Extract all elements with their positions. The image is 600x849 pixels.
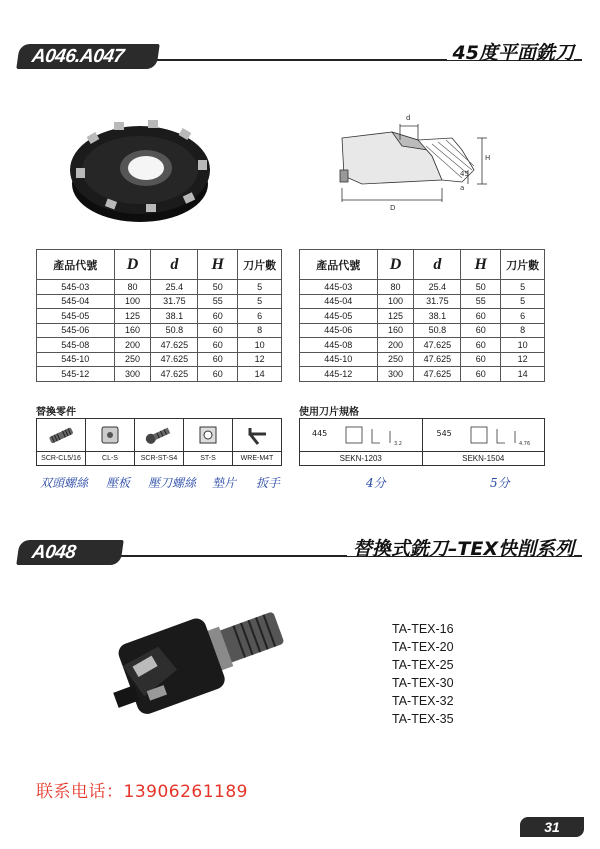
- table-cell: 300: [377, 367, 414, 382]
- replacement-parts-strip: [36, 418, 282, 466]
- col-header-code: 產品代號: [300, 250, 378, 280]
- model-item: TA-TEX-25: [392, 658, 454, 672]
- table-cell: 300: [114, 367, 151, 382]
- insert-sketch-icon: [342, 423, 414, 449]
- section-code-badge: A046.A047: [16, 44, 160, 69]
- table-cell: 200: [114, 338, 151, 353]
- insert-sekn-1203: [300, 419, 423, 465]
- table-cell: 60: [461, 352, 501, 367]
- table-cell: 55: [198, 294, 238, 309]
- dim-label-H: H: [485, 154, 491, 162]
- part-clamp: [86, 419, 135, 465]
- table-cell: 5: [501, 294, 545, 309]
- insert-name: SEKN-1504: [423, 451, 545, 465]
- insert-dim: 3.2: [394, 441, 402, 447]
- table-cell: 12: [238, 352, 282, 367]
- table-cell: 60: [198, 352, 238, 367]
- table-header-row: [300, 250, 545, 280]
- table-cell: 445-08: [300, 338, 378, 353]
- table-cell: 250: [114, 352, 151, 367]
- col-header-d: d: [414, 250, 461, 280]
- table-cell: 47.625: [151, 367, 198, 382]
- table-cell: 100: [114, 294, 151, 309]
- col-header-D: D: [377, 250, 414, 280]
- table-cell: 47.625: [414, 367, 461, 382]
- col-header-code: 產品代號: [37, 250, 115, 280]
- table-row: [300, 367, 545, 382]
- handwritten-note: 5分: [490, 476, 510, 490]
- table-row: [300, 352, 545, 367]
- model-item: TA-TEX-20: [392, 640, 454, 654]
- part-clamp-screw: [135, 419, 184, 465]
- dim-label-d: d: [406, 114, 411, 122]
- table-cell: 50.8: [414, 323, 461, 338]
- clamp-icon: [99, 424, 121, 446]
- table-cell: 545-06: [37, 323, 115, 338]
- table-cell: 80: [377, 280, 414, 295]
- section-header-a046: [18, 40, 582, 70]
- inserts-caption: 使用刀片規格: [299, 407, 359, 418]
- table-cell: 160: [114, 323, 151, 338]
- handwritten-note: 壓板: [106, 476, 131, 490]
- section-title: 替換式銑刀–TEX快削系列: [347, 534, 574, 556]
- table-cell: 545-08: [37, 338, 115, 353]
- col-header-inserts: 刀片數: [501, 250, 545, 280]
- wrench-icon: [244, 424, 270, 446]
- table-row: [37, 338, 282, 353]
- insert-series: 545: [436, 429, 452, 438]
- table-cell: 25.4: [414, 280, 461, 295]
- cross-section-diagram: [322, 110, 500, 214]
- table-cell: 50: [198, 280, 238, 295]
- table-cell: 60: [198, 338, 238, 353]
- table-cell: 100: [377, 294, 414, 309]
- page-number: 31: [520, 817, 584, 837]
- col-header-d: d: [151, 250, 198, 280]
- parts-caption: 替換零件: [36, 407, 76, 418]
- table-cell: 31.75: [414, 294, 461, 309]
- insert-sekn-1504: [423, 419, 545, 465]
- section-header-a048: [18, 536, 582, 566]
- table-row: [37, 294, 282, 309]
- section-title: 45度平面銑刀: [447, 38, 574, 60]
- face-mill-photo: [66, 112, 214, 228]
- table-cell: 80: [114, 280, 151, 295]
- section-code-badge: A048: [16, 540, 124, 565]
- col-header-inserts: 刀片數: [238, 250, 282, 280]
- dim-label-D: D: [390, 204, 396, 212]
- table-cell: 5: [238, 280, 282, 295]
- table-body: [300, 280, 545, 382]
- table-cell: 125: [377, 309, 414, 324]
- table-cell: 6: [238, 309, 282, 324]
- spec-table-545: [36, 249, 282, 382]
- table-cell: 47.625: [151, 338, 198, 353]
- col-header-D: D: [114, 250, 151, 280]
- table-cell: 31.75: [151, 294, 198, 309]
- model-item: TA-TEX-30: [392, 676, 454, 690]
- table-cell: 445-04: [300, 294, 378, 309]
- table-row: [37, 367, 282, 382]
- table-cell: 545-03: [37, 280, 115, 295]
- col-header-H: H: [198, 250, 238, 280]
- table-cell: 545-05: [37, 309, 115, 324]
- table-row: [300, 280, 545, 295]
- table-cell: 60: [198, 367, 238, 382]
- table-cell: 200: [377, 338, 414, 353]
- table-cell: 445-10: [300, 352, 378, 367]
- double-screw-icon: [46, 426, 76, 444]
- table-row: [37, 323, 282, 338]
- table-cell: 50.8: [151, 323, 198, 338]
- clamp-screw-icon: [144, 425, 174, 445]
- table-cell: 445-05: [300, 309, 378, 324]
- table-cell: 50: [461, 280, 501, 295]
- table-body: [37, 280, 282, 382]
- insert-sketch-icon: [467, 423, 539, 449]
- table-cell: 38.1: [151, 309, 198, 324]
- model-item: TA-TEX-35: [392, 712, 454, 726]
- table-cell: 250: [377, 352, 414, 367]
- dim-label-45: 45: [460, 170, 469, 178]
- table-cell: 47.625: [414, 338, 461, 353]
- table-cell: 8: [501, 323, 545, 338]
- insert-spec-strip: [299, 418, 545, 466]
- handwritten-note: 墊片: [212, 476, 237, 490]
- table-cell: 10: [501, 338, 545, 353]
- table-cell: 60: [461, 323, 501, 338]
- handwritten-note: 4分: [366, 476, 386, 490]
- table-row: [37, 352, 282, 367]
- part-shim: [184, 419, 233, 465]
- table-cell: 545-10: [37, 352, 115, 367]
- table-cell: 25.4: [151, 280, 198, 295]
- table-header-row: [37, 250, 282, 280]
- part-double-screw: [37, 419, 86, 465]
- table-cell: 60: [198, 323, 238, 338]
- contact-phone: 联系电话：13906261189: [36, 782, 248, 802]
- model-item: TA-TEX-32: [392, 694, 454, 708]
- spec-table-445: [299, 249, 545, 382]
- table-row: [300, 338, 545, 353]
- table-cell: 38.1: [414, 309, 461, 324]
- table-row: [300, 323, 545, 338]
- table-cell: 6: [501, 309, 545, 324]
- part-label: CL-S: [86, 451, 134, 465]
- table-cell: 60: [461, 367, 501, 382]
- table-cell: 125: [114, 309, 151, 324]
- table-row: [37, 280, 282, 295]
- insert-series: 445: [312, 429, 328, 438]
- table-row: [300, 309, 545, 324]
- table-cell: 8: [238, 323, 282, 338]
- table-row: [300, 294, 545, 309]
- dim-label-a: a: [460, 184, 465, 192]
- model-item: TA-TEX-16: [392, 622, 454, 636]
- table-cell: 47.625: [414, 352, 461, 367]
- table-cell: 445-12: [300, 367, 378, 382]
- table-cell: 545-04: [37, 294, 115, 309]
- handwritten-note: 双頭螺絲: [40, 476, 89, 490]
- handwritten-note: 壓刀螺絲: [148, 476, 197, 490]
- end-mill-photo: [100, 600, 300, 748]
- table-cell: 47.625: [151, 352, 198, 367]
- table-cell: 60: [461, 309, 501, 324]
- table-cell: 5: [501, 280, 545, 295]
- table-cell: 14: [501, 367, 545, 382]
- part-label: WRE-M4T: [233, 451, 281, 465]
- table-cell: 55: [461, 294, 501, 309]
- table-cell: 445-06: [300, 323, 378, 338]
- table-cell: 445-03: [300, 280, 378, 295]
- part-label: SCR-ST-S4: [135, 451, 183, 465]
- table-cell: 10: [238, 338, 282, 353]
- table-cell: 60: [461, 338, 501, 353]
- table-cell: 14: [238, 367, 282, 382]
- table-cell: 60: [198, 309, 238, 324]
- table-cell: 12: [501, 352, 545, 367]
- table-cell: 160: [377, 323, 414, 338]
- col-header-H: H: [461, 250, 501, 280]
- insert-dim: 4.76: [518, 441, 530, 447]
- table-cell: 5: [238, 294, 282, 309]
- table-row: [37, 309, 282, 324]
- shim-icon: [197, 424, 219, 446]
- handwritten-note: 扳手: [256, 476, 281, 490]
- part-label: ST-S: [184, 451, 232, 465]
- part-wrench: [233, 419, 281, 465]
- insert-name: SEKN-1203: [300, 451, 422, 465]
- part-label: SCR-CL5/16: [37, 451, 85, 465]
- model-list: [392, 620, 454, 728]
- table-cell: 545-12: [37, 367, 115, 382]
